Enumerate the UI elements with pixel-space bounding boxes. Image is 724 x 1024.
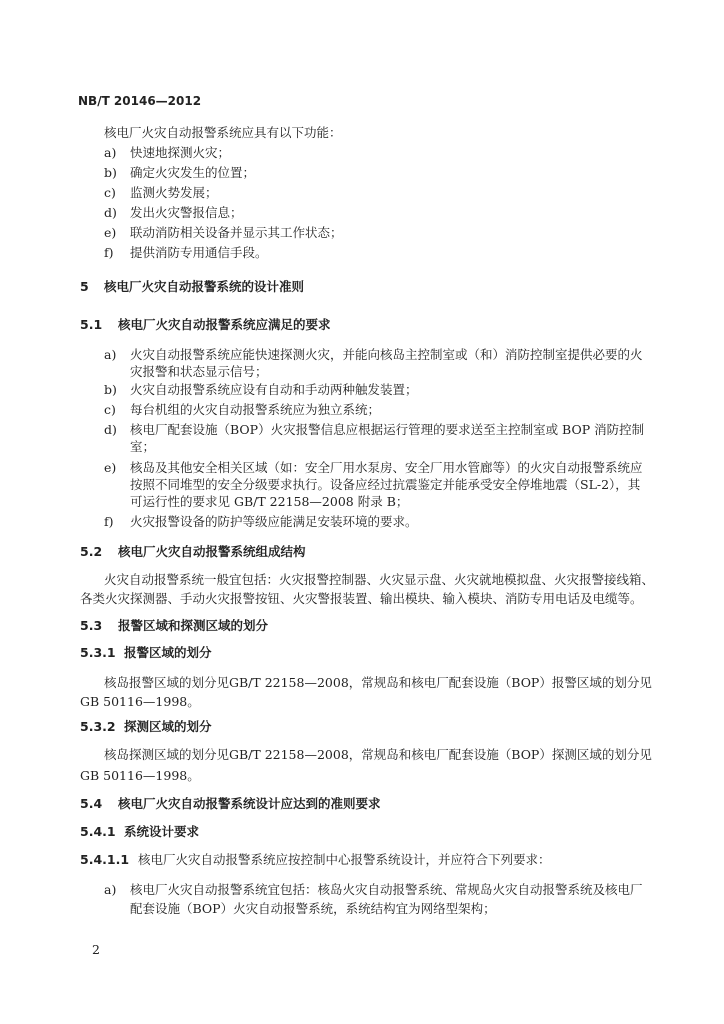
section-5-4-1-title: 系统设计要求 — [124, 824, 200, 839]
req-e-line2: 按照不同堆型的安全分级要求执行。设备应经过抗震鉴定并能承受安全停堆地震（SL-2），其 — [130, 477, 641, 492]
section-5-3-2-line1: 核岛探测区域的划分见GB/T 22158—2008，常规岛和核电厂配套设施（BOP）探测区域的划分见 — [104, 747, 652, 762]
req-b-marker: b) — [104, 382, 117, 397]
intro-item-d-marker: d) — [104, 205, 117, 220]
section-5-3-2-number: 5.3.2 — [80, 719, 116, 734]
req-d-line2: 室； — [130, 439, 156, 454]
req-c-marker: c) — [104, 402, 116, 417]
intro-item-c: 监测火势发展； — [130, 185, 218, 200]
section-5-3-1-title: 报警区域的划分 — [124, 645, 212, 660]
section-5-3-1-number: 5.3.1 — [80, 645, 116, 660]
req-f: 火灾报警设备的防护等级应能满足安装环境的要求。 — [130, 514, 418, 529]
intro-item-d: 发出火灾警报信息； — [130, 205, 243, 220]
section-5-title: 核电厂火灾自动报警系统的设计准则 — [104, 279, 305, 294]
intro-item-e: 联动消防相关设备并显示其工作状态； — [130, 225, 343, 240]
section-5-1-number: 5.1 — [80, 317, 103, 332]
section-5-3-2-line2: GB 50116—1998。 — [80, 768, 200, 783]
req-a-marker: a) — [104, 347, 117, 362]
section-5-3-number: 5.3 — [80, 618, 103, 633]
req-d-marker: d) — [104, 422, 117, 437]
req-d-line1: 核电厂配套设施（BOP）火灾报警信息应根据运行管理的要求送至主控制室或 BOP 消防控制 — [130, 422, 645, 437]
req-5411-a-line1: 核电厂火灾自动报警系统宜包括：核岛火灾自动报警系统、常规岛火灾自动报警系统及核电厂 — [130, 882, 643, 897]
req-a-line1: 火灾自动报警系统应能快速探测火灾，并能向核岛主控制室或（和）消防控制室提供必要的火 — [130, 347, 643, 362]
section-5-3-1-line2: GB 50116—1998。 — [80, 694, 200, 709]
req-f-marker: f) — [104, 514, 114, 529]
section-5-4-1-1-text: 核电厂火灾自动报警系统应按控制中心报警系统设计，并应符合下列要求： — [138, 852, 551, 867]
section-5-4-1-1-number: 5.4.1.1 — [80, 852, 130, 867]
intro-item-e-marker: e) — [104, 225, 117, 240]
intro-item-b-marker: b) — [104, 165, 117, 180]
req-e-line3: 可运行性的要求见 GB/T 22158—2008 附录 B； — [130, 494, 409, 509]
req-e-marker: e) — [104, 460, 117, 475]
intro-item-c-marker: c) — [104, 185, 116, 200]
section-5-3-1-line1: 核岛报警区域的划分见GB/T 22158—2008，常规岛和核电厂配套设施（BOP）报警区域的划分见 — [104, 675, 652, 690]
intro-lead: 核电厂火灾自动报警系统应具有以下功能： — [104, 125, 342, 140]
section-5-2-para-line2: 各类火灾探测器、手动火灾报警按钮、火灾警报装置、输出模块、输入模块、消防专用电话及电缆等。 — [80, 591, 643, 606]
req-b: 火灾自动报警系统应设有自动和手动两种触发装置； — [130, 382, 418, 397]
req-a-line2: 灾报警和状态显示信号； — [130, 364, 268, 379]
req-5411-a-marker: a) — [104, 882, 117, 897]
page-number: 2 — [92, 942, 100, 957]
section-5-4-1-number: 5.4.1 — [80, 824, 116, 839]
intro-item-b: 确定火灾发生的位置； — [130, 165, 256, 180]
section-5-2-number: 5.2 — [80, 544, 103, 559]
section-5-3-title: 报警区域和探测区域的划分 — [118, 618, 269, 633]
intro-item-a: 快速地探测火灾； — [130, 145, 231, 160]
req-c: 每台机组的火灾自动报警系统应为独立系统； — [130, 402, 381, 417]
section-5-1-title: 核电厂火灾自动报警系统应满足的要求 — [118, 317, 331, 332]
intro-item-f: 提供消防专用通信手段。 — [130, 245, 268, 260]
section-5-4-number: 5.4 — [80, 796, 103, 811]
intro-item-f-marker: f) — [104, 245, 114, 260]
req-5411-a-line2: 配套设施（BOP）火灾自动报警系统，系统结构宜为网络型架构； — [130, 901, 496, 916]
intro-item-a-marker: a) — [104, 145, 117, 160]
section-5-3-2-title: 探测区域的划分 — [124, 719, 212, 734]
section-5-2-title: 核电厂火灾自动报警系统组成结构 — [118, 544, 306, 559]
section-5-number: 5 — [80, 279, 89, 294]
doc-code: NB/T 20146—2012 — [78, 94, 202, 108]
req-e-line1: 核岛及其他安全相关区域（如：安全厂用水泵房、安全厂用水管廊等）的火灾自动报警系统应 — [130, 460, 643, 475]
section-5-4-title: 核电厂火灾自动报警系统设计应达到的准则要求 — [118, 796, 381, 811]
section-5-2-para-line1: 火灾自动报警系统一般宜包括：火灾报警控制器、火灾显示盘、火灾就地模拟盘、火灾报警接线箱、 — [104, 572, 655, 587]
